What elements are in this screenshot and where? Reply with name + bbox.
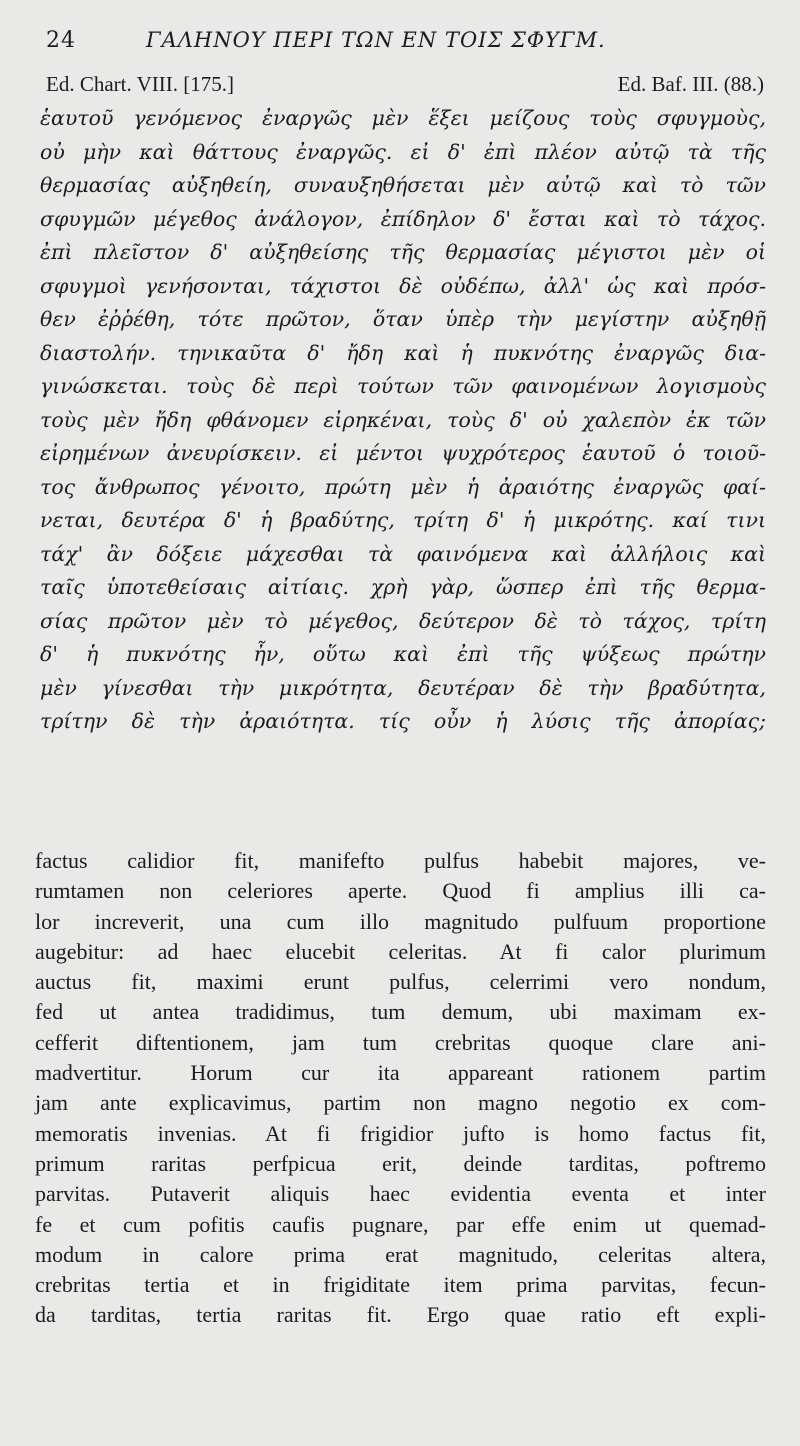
greek-text	[40, 102, 766, 739]
latin-line: primum raritas perfpicua erit, deinde tarditas, poftremo	[35, 1150, 766, 1176]
greek-line: διαστολήν. τηνικαῦτα δ' ἤδη καὶ ἡ πυκνότης ἐναργῶς δια-	[40, 340, 766, 365]
greek-line: γινώσκεται. τοὺς δὲ περὶ τούτων τῶν φαινομένων λογισμοὺς	[40, 374, 766, 398]
greek-line: θερμασίας αὐξηθείη, συναυξηθήσεται μὲν αὐτῷ καὶ τὸ τῶν	[40, 173, 766, 197]
edition-basel-ref: Ed. Baf. III. (88.)	[617, 72, 764, 96]
greek-line: ἐπὶ πλεῖστον δ' αὐξηθείσης τῆς θερμασίας μέγιστοι μὲν οἱ	[40, 240, 766, 264]
latin-text	[35, 846, 766, 1331]
greek-line: νεται, δευτέρα δ' ἡ βραδύτης, τρίτη δ' ἡ μικρότης. καί τινι	[40, 508, 766, 532]
latin-line: memoratis invenias. At fi frigidior jufto is homo factus fit,	[35, 1120, 766, 1146]
greek-line: οὐ μὴν καὶ θάττους ἐναργῶς. εἰ δ' ἐπὶ πλέον αὐτῷ τὰ τῆς	[40, 139, 766, 164]
greek-line: ἑαυτοῦ γενόμενος ἐναργῶς μὲν ἕξει μείζους τοὺς σφυγμοὺς,	[40, 106, 766, 130]
greek-line: ταῖς ὑποτεθείσαις αἰτίαις. χρὴ γὰρ, ὥσπερ ἐπὶ τῆς θερμα-	[40, 575, 766, 599]
latin-line: rumtamen non celeriores aperte. Quod fi amplius illi ca-	[35, 878, 766, 904]
latin-line: fe et cum pofitis caufis pugnare, par effe enim ut quemad-	[35, 1211, 766, 1237]
latin-line: madvertitur. Horum cur ita appareant rationem partim	[35, 1060, 766, 1086]
greek-line: τρίτην δὲ τὴν ἀραιότητα. τίς οὖν ἡ λύσις τῆς ἀπορίας;	[40, 709, 766, 733]
latin-line: auctus fit, maximi erunt pulfus, celerrimi vero nondum,	[35, 969, 766, 995]
greek-line: δ' ἡ πυκνότης ἦν, οὕτω καὶ ἐπὶ τῆς ψύξεως πρώτην	[40, 642, 766, 666]
latin-line: crebritas tertia et in frigiditate item prima parvitas, fecun-	[35, 1272, 766, 1298]
running-title: ΓΑΛΗΝΟΥ ΠΕΡΙ ΤΩΝ ΕΝ ΤΟΙΣ ΣΦΥΓΜ.	[146, 28, 606, 52]
greek-line: θεν ἐῤῥέθη, τότε πρῶτον, ὅταν ὑπὲρ τὴν μεγίστην αὐξηθῇ	[40, 307, 766, 331]
latin-line: cefferit diftentionem, jam tum crebritas quoque clare ani-	[35, 1029, 766, 1055]
latin-line: parvitas. Putaverit aliquis haec evidentia eventa et inter	[35, 1181, 766, 1207]
greek-line: τος ἄνθρωπος γένοιτο, πρώτη μὲν ἡ ἀραιότης ἐναργῶς φαί-	[40, 474, 766, 499]
greek-line: εἰρημένων ἀνευρίσκειν. εἰ μέντοι ψυχρότερος ἑαυτοῦ ὁ τοιοῦ-	[40, 441, 766, 465]
running-head	[46, 28, 764, 60]
greek-line: τάχ' ἂν δόξειε μάχεσθαι τὰ φαινόμενα καὶ ἀλλήλοις καὶ	[40, 541, 766, 566]
page-number: 24	[46, 28, 76, 53]
greek-line: μὲν γίνεσθαι τὴν μικρότητα, δευτέραν δὲ τὴν βραδύτητα,	[40, 675, 766, 700]
latin-line: da tarditas, tertia raritas fit. Ergo quae ratio eft expli-	[35, 1302, 766, 1328]
greek-line: τοὺς μὲν ἤδη φθάνομεν εἰρηκέναι, τοὺς δ' οὐ χαλεπὸν ἐκ τῶν	[40, 407, 766, 432]
greek-line: σφυγμοὶ γενήσονται, τάχιστοι δὲ οὐδέπω, ἀλλ' ὡς καὶ πρόσ-	[40, 273, 766, 298]
latin-line: fed ut antea tradidimus, tum demum, ubi maximam ex-	[35, 999, 766, 1025]
edition-chart-ref: Ed. Chart. VIII. [175.]	[46, 72, 234, 96]
latin-line: lor increverit, una cum illo magnitudo pulfuum proportione	[35, 908, 766, 934]
latin-line: augebitur: ad haec elucebit celeritas. At fi calor plurimum	[35, 938, 766, 964]
latin-line: factus calidior fit, manifefto pulfus habebit majores, ve-	[35, 848, 766, 873]
latin-line: modum in calore prima erat magnitudo, celeritas altera,	[35, 1241, 766, 1267]
latin-line: jam ante explicavimus, partim non magno negotio ex com-	[35, 1090, 766, 1116]
greek-line: σφυγμῶν μέγεθος ἀνάλογον, ἐπίδηλον δ' ἔσται καὶ τὸ τάχος.	[40, 206, 766, 231]
greek-line: σίας πρῶτον μὲν τὸ μέγεθος, δεύτερον δὲ τὸ τάχος, τρίτη	[40, 608, 766, 633]
edition-line	[46, 72, 764, 100]
